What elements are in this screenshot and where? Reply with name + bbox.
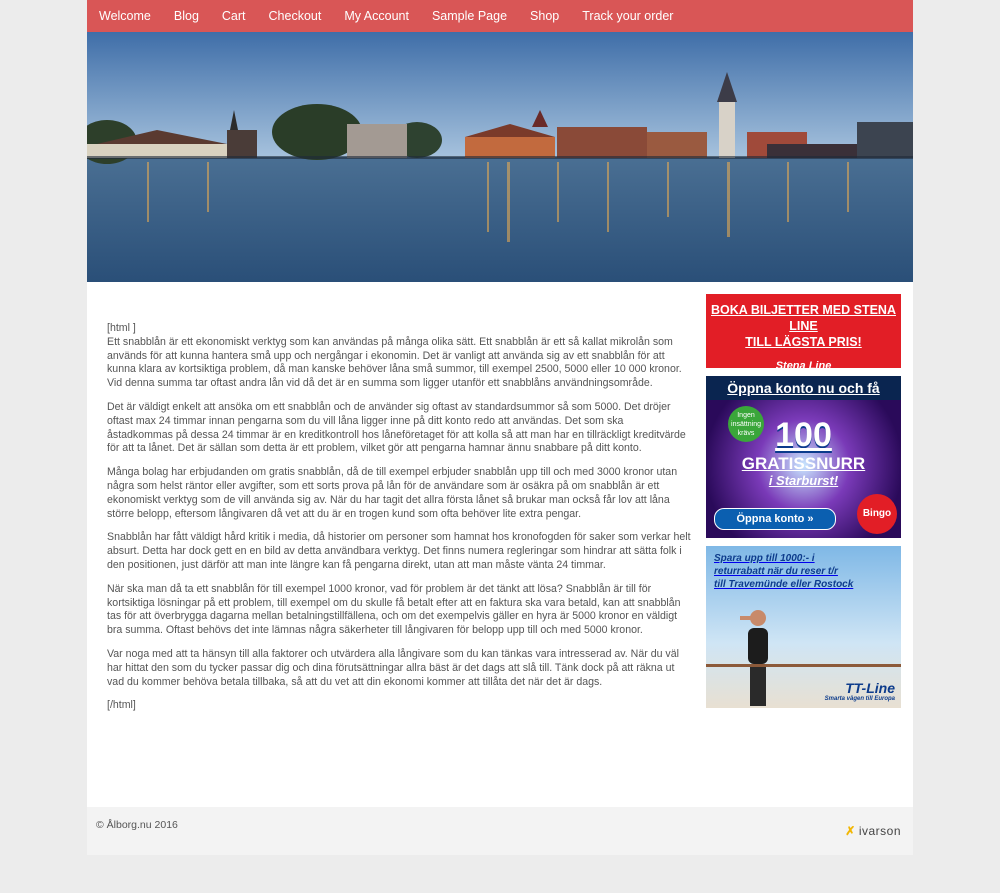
nav-sample-page[interactable]: Sample Page: [431, 9, 508, 23]
nav-welcome[interactable]: Welcome: [99, 9, 151, 23]
article-paragraph: Det är väldigt enkelt att ansöka om ett snabblån och de använder sig oftast av standardsummor så som 5000. Det dröjer oftast max 24 timmar innan pengarna som du vill låna ligger inne på ditt konto redo att användas. Det som ska åstadkommas på dessa 24 timmar är en kreditkontroll hos låneföretaget för att kolla så att man har en tillräckligt kreditvärde för att ta lånet. Det är sällan som detta är ett problem, vilket gör att pengarna hamnar ännu snabbare på ditt konto.: [107, 400, 686, 455]
stena-line-logo: Stena Line: [775, 360, 832, 368]
tt-line-ad[interactable]: [706, 546, 901, 708]
bingo-logo: Bingo: [857, 494, 897, 534]
nav-track-order[interactable]: Track your order: [582, 9, 674, 23]
tt-line-logo-text: TT-Line: [845, 680, 895, 696]
main-nav: [87, 0, 913, 32]
bingo-ad-headline: Öppna konto nu och få: [706, 376, 901, 400]
tt-ad-line2: returrabatt när du reser t/r: [714, 566, 838, 577]
article-paragraph: Var noga med att ta hänsyn till alla faktorer och utvärdera alla långivare som du kan tänkas vara intresserad av. När du väl har hittat den som du tycker passar dig och dina förutsättningar allra bäst är det dags att slå till. Tänk dock på att räkna ut vad du kommer behöva betala tillbaka, så att du vet att din ekonomi kommer att tillåta det när det är dags.: [107, 647, 679, 688]
main-content: [87, 282, 913, 807]
article-paragraph: När ska man då ta ett snabblån för till exempel 1000 kronor, vad för problem är det tänkt att lösa? Snabblån är till för kortsiktiga lösningar på ett problem, till exempel om du skulle få betalt efter att en faktura ska vara betald, kan att snabblån tas för att överbrygga dagarna mellan betalningstillfällena, och om det exempelvis gäller en hyra är 5000 kronor en väldigt bra summa. Oftast behövs det inte lämnas några säkerheter till långivaren för belopp upp till och med 5000 kronor.: [107, 582, 681, 637]
page-wrapper: [87, 0, 913, 855]
harbor-skyline-image: [87, 32, 913, 282]
article-paragraph: Många bolag har erbjudanden om gratis snabblån, då de till exempel erbjuder snabblån upp till och med 3000 kronor utan några som helst räntor eller avgifter, som ett sorts prova på lån för de användare som är osäkra på om snabblån är ett ekonomiskt verktyg som de vill använda sig av. När du har tagit det allra första lånet så brukar man också får lov att låna större belopp, eftersom långivaren då vet att du är en trogen kund som ofta behöver lite extra pengar.: [107, 466, 678, 520]
tt-ad-line3: till Travemünde eller Rostock: [714, 579, 854, 590]
nav-my-account[interactable]: My Account: [344, 9, 409, 23]
ship-rail: [706, 664, 901, 667]
bingo-ad-word: GRATISSNURR: [741, 454, 866, 473]
nav-checkout[interactable]: Checkout: [268, 9, 322, 23]
stena-ad-line1: BOKA BILJETTER MED STENA LINE: [711, 303, 896, 333]
html-close-tag: [/html]: [107, 699, 136, 712]
ivarson-logo[interactable]: [845, 824, 901, 838]
nav-blog[interactable]: Blog: [173, 9, 199, 23]
bingo-open-account-button[interactable]: Öppna konto »: [714, 508, 836, 530]
nav-shop[interactable]: Shop: [530, 9, 560, 23]
maria-bingo-ad[interactable]: [706, 376, 901, 538]
html-open-tag: [html ]: [107, 322, 136, 334]
ivarson-mark-icon: ✗: [845, 824, 856, 838]
tt-line-logo: [825, 680, 895, 702]
sidebar-ads: [706, 294, 901, 716]
woman-on-deck-image: [736, 606, 780, 706]
stena-ad-line2: TILL LÄGSTA PRIS!: [745, 335, 862, 349]
article-paragraph: Snabblån har fått väldigt hård kritik i media, då historier om personer som hamnat hos kronofogden för saker som verkar helt absurt. Detta har dock gett en en bild av detta användbara verktyg. Det finns numera regleringar som hindrar att sätta folk i den positionen, just därför att man inte längre kan få pengarna direkt, utan att man måste vänta 24 timmar.: [107, 531, 691, 571]
copyright-text: © Ålborg.nu 2016: [96, 819, 178, 831]
bingo-ad-game: i Starburst!: [768, 473, 839, 488]
nav-cart[interactable]: Cart: [221, 9, 246, 23]
bingo-ad-badge: Ingen insättning krävs: [728, 406, 764, 442]
footer: [87, 807, 913, 855]
article-paragraph: Ett snabblån är ett ekonomiskt verktyg som kan användas på många olika sätt. Ett snabblån är ett så kallat mikrolån som används för att kunna hantera små upp och nergångar i ekonomin. Det är vanligt att använda sig av ett snabblån för att kunna klara av kortsiktiga problem, då man kanske behöver låna små summor, till exempel 2500, 5000 eller 10 000 kronor. Vid denna summa tar oftast andra lån vid då det är en summa som ligger utanför ett snabblåns användningsområde.: [107, 335, 682, 390]
ivarson-brand-text: ivarson: [858, 824, 901, 838]
tt-line-tagline: Smarta vägen till Europa: [824, 696, 895, 702]
stena-line-ad[interactable]: [706, 294, 901, 368]
bingo-ad-number: 100: [775, 416, 832, 454]
article: [107, 322, 691, 723]
tt-ad-line1: Spara upp till 1000:- i: [714, 553, 815, 564]
header-image: [87, 32, 913, 282]
